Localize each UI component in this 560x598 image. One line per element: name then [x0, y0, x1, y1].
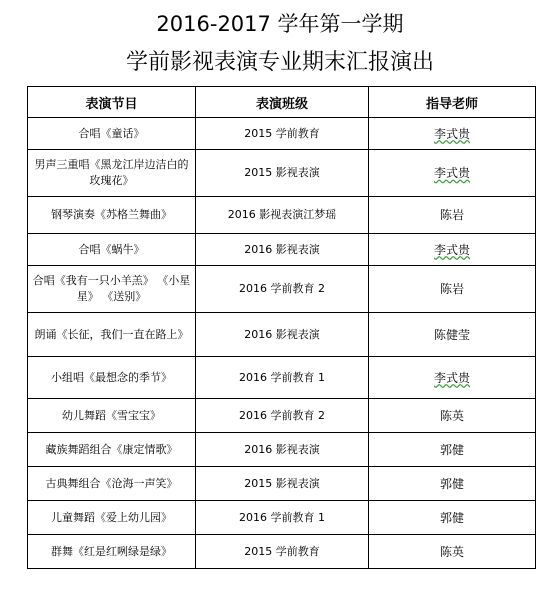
- class-cell: 2016 学前教育 1: [196, 501, 369, 535]
- class-cell: 2015 影视表演: [196, 467, 369, 501]
- class-cell: 2016 学前教育 1: [196, 357, 369, 399]
- teacher-name: 陈健莹: [433, 327, 470, 342]
- table-row: [28, 535, 536, 569]
- table-row: [28, 266, 536, 313]
- table-row: [28, 399, 536, 433]
- teacher-cell: [369, 501, 536, 535]
- column-header-class: 表演班级: [196, 87, 369, 118]
- table-header-row: [28, 87, 536, 118]
- class-cell: 2016 学前教育 2: [196, 399, 369, 433]
- table-row: [28, 467, 536, 501]
- document-title-term: 2016-2017 学年第一学期: [156, 12, 404, 36]
- class-cell: 2015 学前教育: [196, 118, 369, 150]
- program-cell: 儿童舞蹈《爱上幼儿园》: [28, 501, 196, 535]
- table-row: [28, 433, 536, 467]
- program-cell: 群舞《红是红咧绿是绿》: [28, 535, 196, 569]
- class-cell: 2016 影视表演: [196, 313, 369, 357]
- teacher-name: 郭健: [439, 442, 464, 457]
- teacher-cell: [369, 266, 536, 313]
- program-cell: 合唱《蜗牛》: [28, 234, 196, 266]
- table-row: [28, 313, 536, 357]
- document-title-event: 学前影视表演专业期末汇报演出: [125, 50, 434, 75]
- teacher-cell: [369, 234, 536, 266]
- teacher-name: 陈岩: [439, 282, 464, 296]
- table-row: [28, 118, 536, 150]
- program-table: [27, 86, 536, 569]
- table-row: [28, 357, 536, 399]
- program-cell: 古典舞组合《沧海一声笑》: [28, 467, 196, 501]
- program-cell: 朗诵《长征，我们一直在路上》: [28, 313, 196, 357]
- teacher-name: 李式贵: [433, 242, 470, 257]
- teacher-cell: [369, 197, 536, 234]
- class-cell: 2016 影视表演: [196, 433, 369, 467]
- table-row: [28, 150, 536, 197]
- teacher-name: 郭健: [439, 510, 464, 525]
- class-cell: 2015 影视表演: [196, 150, 369, 197]
- teacher-name: 陈英: [439, 544, 464, 559]
- teacher-name: 郭健: [439, 476, 464, 491]
- teacher-cell: [369, 118, 536, 150]
- teacher-cell: [369, 313, 536, 357]
- program-cell: 男声三重唱《黑龙江岸边洁白的玫瑰花》: [28, 150, 196, 197]
- program-cell: 钢琴演奏《苏格兰舞曲》: [28, 197, 196, 234]
- table-row: [28, 234, 536, 266]
- class-cell: 2016 影视表演: [196, 234, 369, 266]
- class-cell: 2016 学前教育 2: [196, 266, 369, 313]
- program-cell: 合唱《童话》: [28, 118, 196, 150]
- teacher-cell: [369, 399, 536, 433]
- teacher-name: 陈岩: [439, 208, 464, 222]
- teacher-cell: [369, 150, 536, 197]
- program-cell: 合唱《我有一只小羊羔》 《小星星》 《送别》: [28, 266, 196, 313]
- table-row: [28, 501, 536, 535]
- column-header-teacher: 指导老师: [369, 87, 536, 118]
- program-cell: 幼儿舞蹈《雪宝宝》: [28, 399, 196, 433]
- program-cell: 小组唱《最想念的季节》: [28, 357, 196, 399]
- teacher-cell: [369, 467, 536, 501]
- column-header-program: 表演节目: [28, 87, 196, 118]
- table-row: [28, 197, 536, 234]
- class-cell: 2016 影视表演江梦瑶: [196, 197, 369, 234]
- teacher-name: 陈英: [439, 408, 464, 423]
- teacher-name: 李式贵: [433, 370, 470, 385]
- class-cell: 2015 学前教育: [196, 535, 369, 569]
- program-cell: 藏族舞蹈组合《康定情歌》: [28, 433, 196, 467]
- teacher-cell: [369, 357, 536, 399]
- teacher-cell: [369, 433, 536, 467]
- teacher-name: 李式贵: [433, 166, 470, 180]
- teacher-cell: [369, 535, 536, 569]
- teacher-name: 李式贵: [433, 126, 470, 141]
